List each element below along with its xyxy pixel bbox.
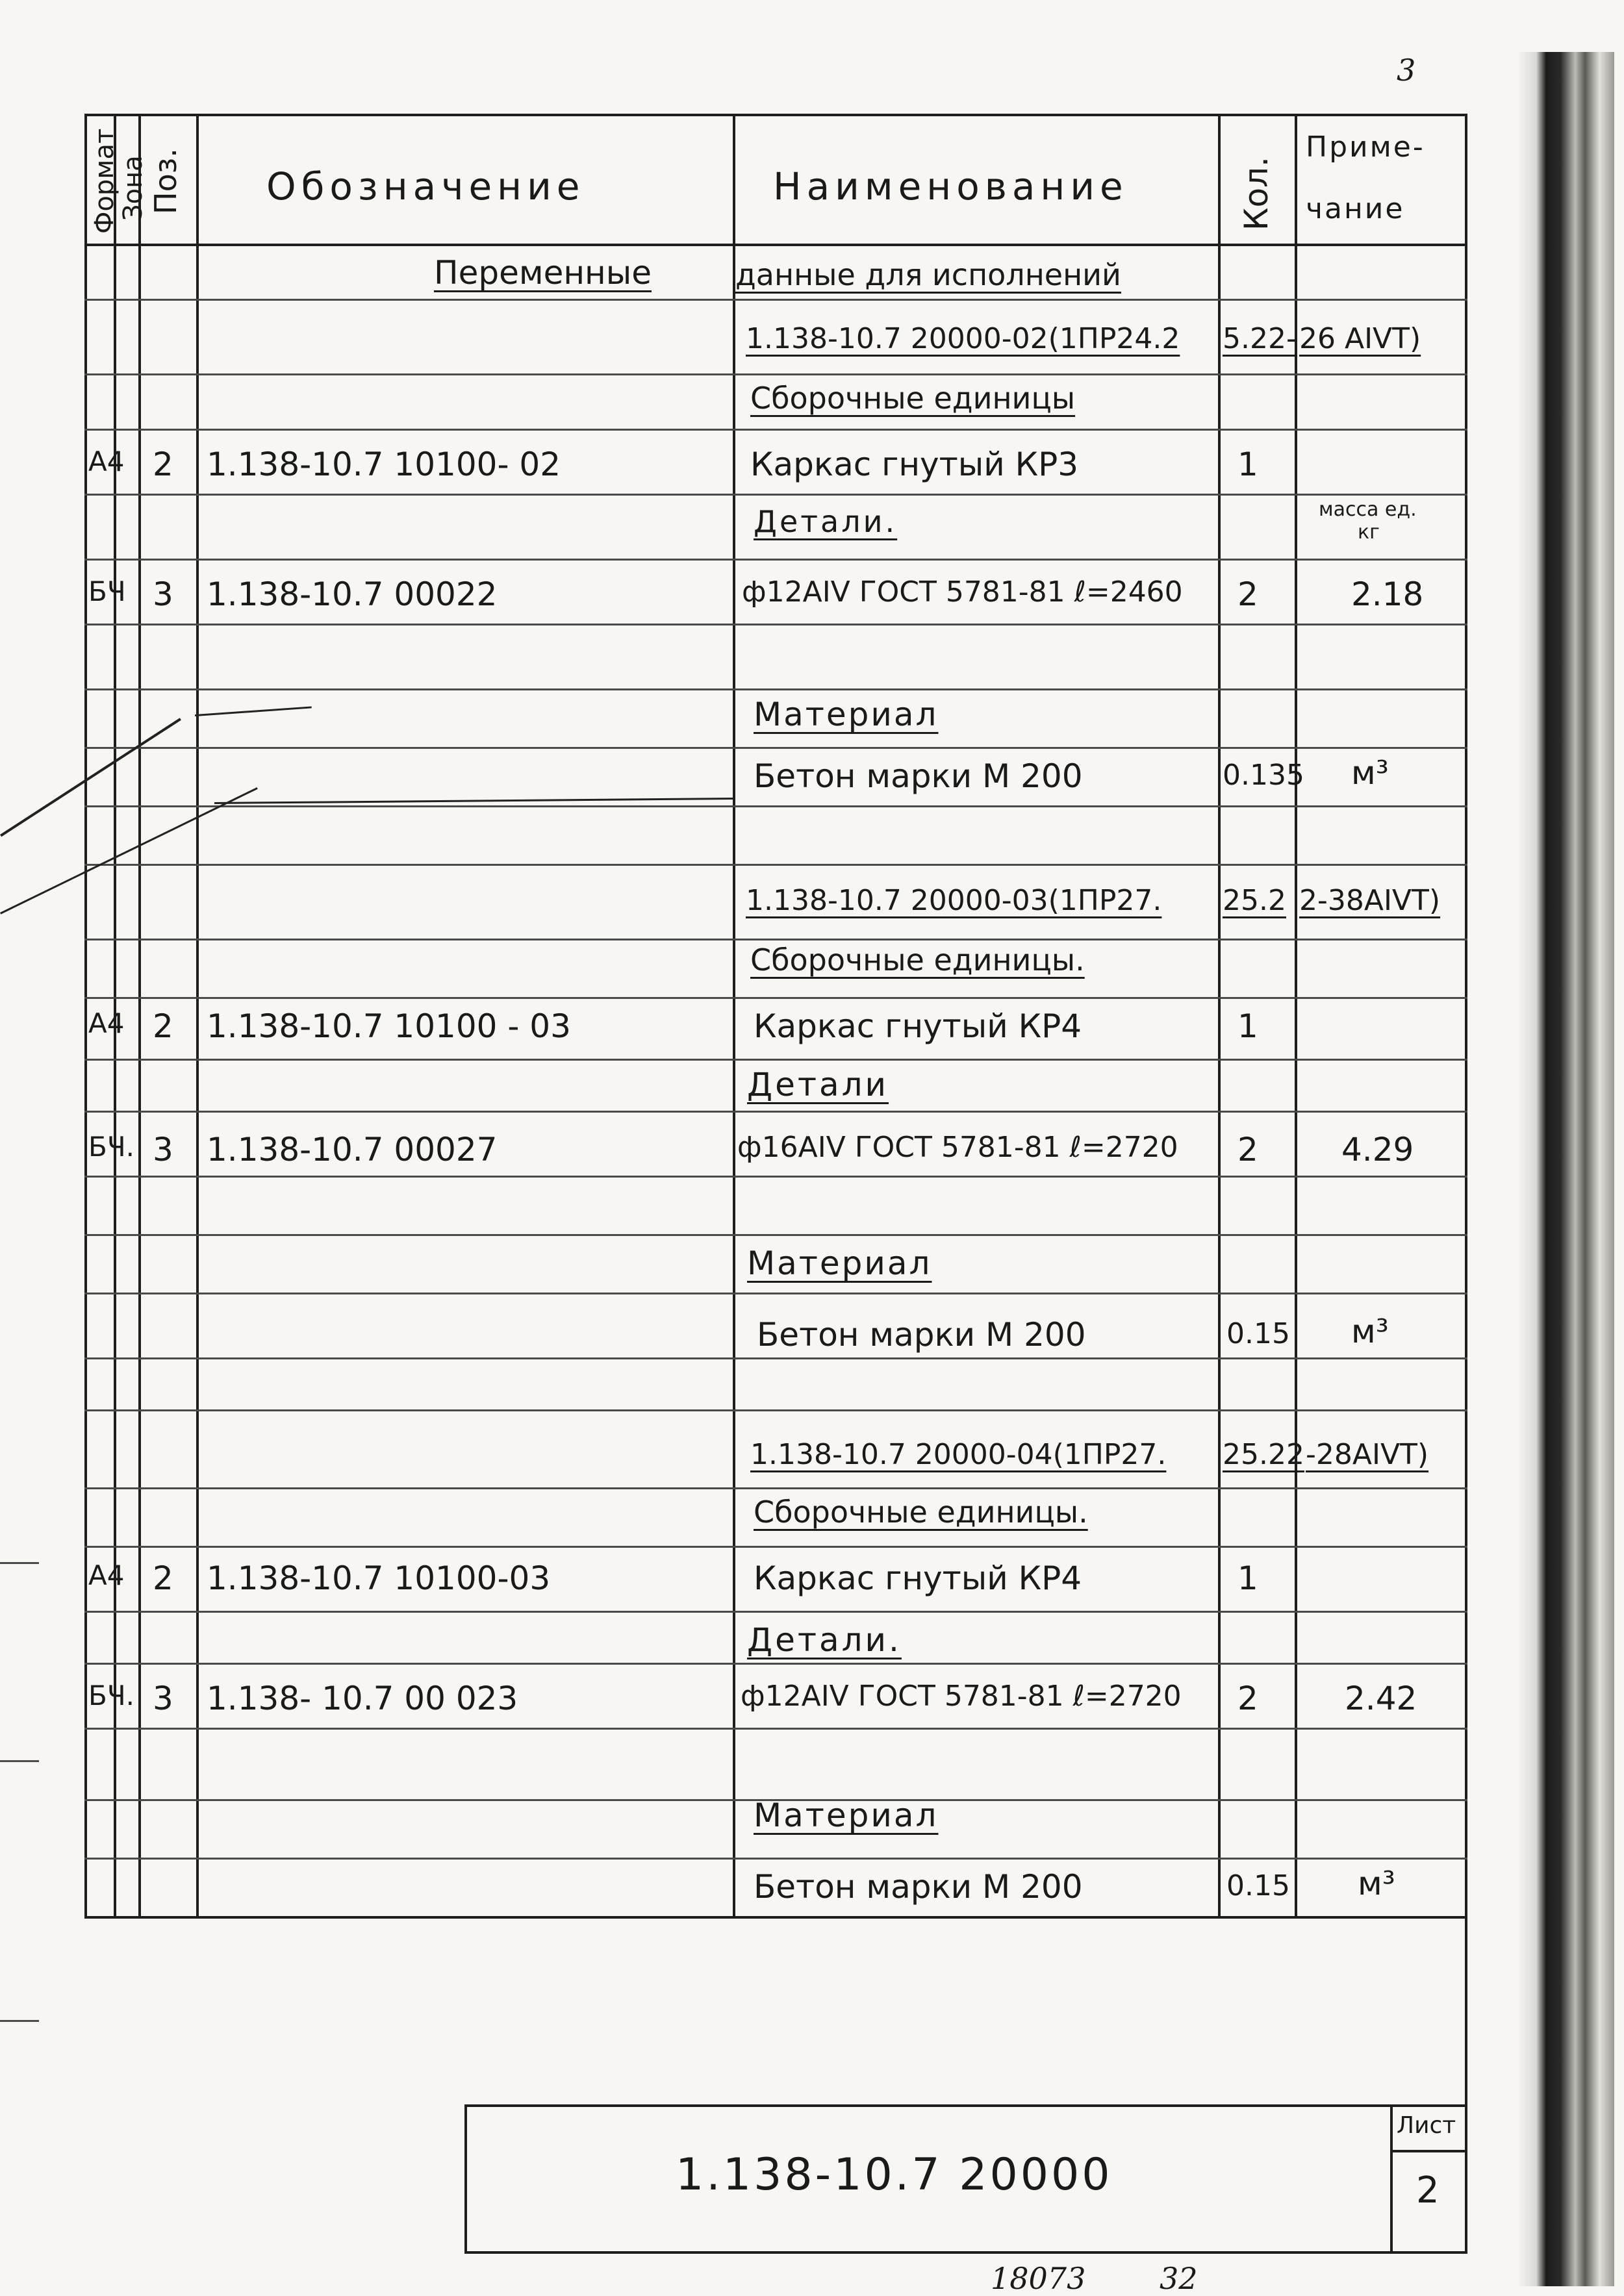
row-line — [84, 559, 1467, 561]
variant-04-part-mass: 2.42 — [1345, 1680, 1417, 1717]
variant-02-concrete-qty: 0.135 — [1223, 759, 1304, 792]
variant-02-part-pos: 3 — [153, 575, 173, 613]
variant-03-material-heading: Материал — [747, 1244, 932, 1282]
variant-04-concrete-qty: 0.15 — [1226, 1869, 1290, 1902]
variant-03-concrete-qty: 0.15 — [1226, 1317, 1290, 1350]
row-line — [84, 1728, 1467, 1730]
row-line — [84, 1663, 1467, 1665]
variant-04-part-format: БЧ. — [88, 1680, 134, 1711]
mass-label-line1: масса ед. — [1319, 498, 1417, 521]
header-designation: Обозначение — [266, 164, 585, 208]
header-pos: Поз. — [148, 148, 183, 214]
variant-03-assembly-heading: Сборочные единицы. — [750, 942, 1085, 978]
variant-03-frame-qty: 1 — [1237, 1007, 1258, 1045]
stamp-border-left — [464, 2104, 467, 2254]
variant-04-frame-format: А4 — [88, 1559, 125, 1591]
variant-02-frame-format: А4 — [88, 446, 125, 477]
variant-03-title-note: 2-38AIVT) — [1299, 884, 1441, 917]
variant-02-frame-qty: 1 — [1237, 446, 1258, 483]
row-line — [84, 688, 1467, 690]
row-line — [84, 624, 1467, 625]
col-divider-note — [1295, 114, 1297, 1916]
row-line — [84, 1409, 1467, 1411]
variant-02-title: 1.138-10.7 20000-02(1ПР24.2 — [746, 322, 1180, 355]
variant-04-part-designation: 1.138- 10.7 00 023 — [207, 1680, 518, 1717]
row-line — [84, 1111, 1467, 1113]
variant-02-frame-name: Каркас гнутый КР3 — [750, 446, 1079, 483]
variant-04-part-pos: 3 — [153, 1680, 173, 1717]
variant-02-part-mass: 2.18 — [1351, 575, 1424, 613]
sheet-corner-mark: 3 — [1397, 53, 1416, 88]
variable-data-designation: Переменные — [434, 254, 652, 292]
table-border-right — [1465, 114, 1467, 2254]
row-line — [84, 864, 1467, 866]
variant-03-parts-heading: Детали — [747, 1066, 889, 1104]
variant-04-frame-pos: 2 — [153, 1559, 173, 1597]
header-note-line1: Приме- — [1306, 131, 1425, 164]
row-line — [84, 1234, 1467, 1236]
row-line — [84, 1858, 1467, 1860]
table-border-top — [84, 114, 1467, 116]
row-line — [84, 939, 1467, 940]
row-line — [84, 1546, 1467, 1548]
variant-03-part-qty: 2 — [1237, 1131, 1258, 1168]
variant-02-frame-designation: 1.138-10.7 10100- 02 — [207, 446, 561, 483]
row-line — [84, 1611, 1467, 1613]
stamp-document-code: 1.138-10.7 20000 — [676, 2149, 1113, 2201]
row-line — [84, 429, 1467, 431]
margin-tick — [0, 1562, 39, 1564]
variant-04-frame-qty: 1 — [1237, 1559, 1258, 1597]
variant-02-parts-heading: Детали. — [754, 504, 898, 539]
stamp-sheet-number: 2 — [1416, 2169, 1440, 2212]
stamp-sheet-label-line — [1390, 2150, 1467, 2152]
variant-03-part-designation: 1.138-10.7 00027 — [207, 1131, 498, 1168]
variant-02-material-heading: Материал — [754, 696, 939, 733]
variant-03-part-pos: 3 — [153, 1131, 173, 1168]
stamp-border-top — [464, 2104, 1467, 2107]
header-zone: Зона — [118, 155, 148, 221]
variant-04-parts-heading: Детали. — [747, 1621, 902, 1659]
stray-pen-mark — [214, 798, 734, 804]
stamp-border-bottom — [464, 2251, 1467, 2254]
variant-03-frame-format: А4 — [88, 1007, 125, 1039]
variant-02-part-format: БЧ — [88, 575, 126, 607]
stamp-sheet-label: Лист — [1397, 2112, 1456, 2139]
variant-03-frame-designation: 1.138-10.7 10100 - 03 — [207, 1007, 571, 1045]
row-line — [84, 1357, 1467, 1359]
stamp-sheet-divider — [1390, 2104, 1393, 2254]
row-line — [84, 747, 1467, 749]
variant-03-frame-name: Каркас гнутый КР4 — [754, 1007, 1082, 1045]
header-bottom-line — [84, 244, 1467, 246]
row-line — [84, 805, 1467, 807]
row-line — [84, 494, 1467, 496]
variant-02-concrete: Бетон марки М 200 — [754, 757, 1083, 795]
variant-04-material-heading: Материал — [754, 1797, 939, 1834]
row-line — [84, 1293, 1467, 1294]
mass-label-line2: кг — [1358, 521, 1380, 544]
row-line — [84, 373, 1467, 375]
variant-02-assembly-heading: Сборочные единицы — [750, 381, 1076, 416]
variant-04-part-qty: 2 — [1237, 1680, 1258, 1717]
header-format: Формат — [90, 128, 120, 234]
col-divider-designation — [196, 114, 199, 1916]
table-border-bottom — [84, 1916, 1467, 1919]
variant-03-frame-pos: 2 — [153, 1007, 173, 1045]
archive-page-number: 32 — [1160, 2261, 1198, 2296]
table-border-left — [84, 114, 87, 1916]
col-divider-name — [733, 114, 735, 1916]
variant-03-title-qty: 25.2 — [1223, 884, 1286, 917]
variant-03-part-format: БЧ. — [88, 1131, 134, 1163]
row-line — [84, 299, 1467, 301]
variant-04-frame-name: Каркас гнутый КР4 — [754, 1559, 1082, 1597]
variant-02-part-name: ф12AIV ГОСТ 5781-81 ℓ=2460 — [742, 575, 1183, 609]
variant-04-title-qty: 25.22 — [1223, 1438, 1304, 1471]
row-line — [84, 1059, 1467, 1061]
variant-02-title-qty: 5.22- — [1223, 322, 1297, 355]
scan-edge-shadow — [1517, 52, 1614, 2286]
variable-data-name: данные для исполнений — [735, 257, 1121, 292]
variant-02-unit: м³ — [1351, 754, 1389, 792]
variant-03-part-name: ф16AIV ГОСТ 5781-81 ℓ=2720 — [737, 1131, 1178, 1164]
variant-02-frame-pos: 2 — [153, 446, 173, 483]
header-qty: Кол. — [1237, 157, 1275, 231]
margin-tick — [0, 1760, 39, 1762]
variant-02-part-qty: 2 — [1237, 575, 1258, 613]
margin-tick — [0, 2020, 39, 2022]
stray-pen-mark — [0, 718, 181, 837]
variant-03-unit: м³ — [1351, 1313, 1389, 1350]
stray-pen-mark — [195, 706, 312, 716]
col-divider-qty — [1218, 114, 1221, 1916]
variant-04-concrete: Бетон марки М 200 — [754, 1868, 1083, 1906]
variant-04-title: 1.138-10.7 20000-04(1ПР27. — [750, 1438, 1167, 1471]
variant-03-part-mass: 4.29 — [1341, 1131, 1414, 1168]
variant-03-title: 1.138-10.7 20000-03(1ПР27. — [746, 884, 1162, 917]
archive-number: 18073 — [991, 2261, 1086, 2296]
header-note-line2: чание — [1306, 192, 1405, 225]
variant-04-title-note: -28AIVT) — [1306, 1438, 1429, 1471]
variant-04-part-name: ф12AIV ГОСТ 5781-81 ℓ=2720 — [741, 1680, 1182, 1713]
variant-04-unit: м³ — [1358, 1865, 1395, 1902]
header-name: Наименование — [773, 164, 1128, 208]
variant-04-frame-designation: 1.138-10.7 10100-03 — [207, 1559, 551, 1597]
variant-03-concrete: Бетон марки М 200 — [757, 1316, 1086, 1354]
row-line — [84, 1176, 1467, 1178]
row-line — [84, 997, 1467, 999]
variant-02-title-note: 26 AIVT) — [1299, 322, 1421, 355]
variant-02-part-designation: 1.138-10.7 00022 — [207, 575, 498, 613]
row-line — [84, 1487, 1467, 1489]
col-divider-pos — [138, 114, 141, 1916]
variant-04-assembly-heading: Сборочные единицы. — [754, 1495, 1088, 1530]
